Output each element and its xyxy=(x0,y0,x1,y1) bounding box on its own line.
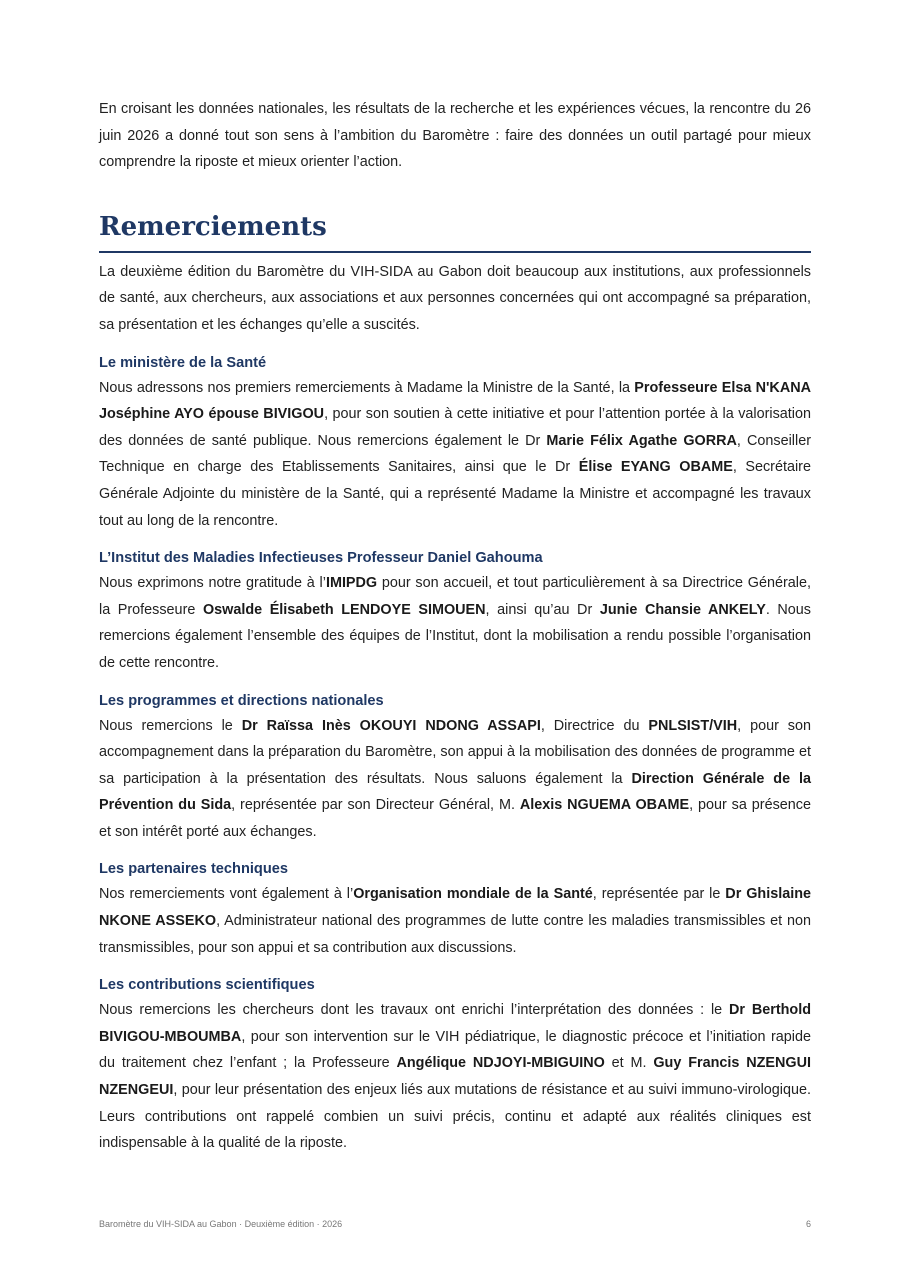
text-run: , Directrice du xyxy=(540,717,649,734)
text-run: , Administrateur national des programmes de lutte contre les maladies transmissibles et non transmissibles, pour son appui et sa contribution aux discussions. xyxy=(99,913,811,956)
text-run: Nous adressons nos premiers remerciements à Madame la Ministre de la Santé, la xyxy=(99,379,635,396)
text-run: , représentée par son Directeur Général, M. xyxy=(231,797,520,814)
highlighted-name: Professeure Elsa N'KANA Joséphine AYO épouse BIVIGOU xyxy=(99,379,811,423)
text-run: , pour son accompagnement dans la préparation du Baromètre, son appui à la mobilisation des données de programme et sa participation à la présentation des résultats. Nous saluons également la xyxy=(99,717,812,787)
acknowledgement-sections xyxy=(99,351,811,1157)
acknowledgement-section xyxy=(99,351,811,535)
text-run: , Secrétaire Générale Adjointe du ministère de la Santé, qui a représenté Madame la Ministre et accompagné les travaux tout au long de la rencontre. xyxy=(99,459,811,529)
lead-paragraph: La deuxième édition du Baromètre du VIH-SIDA au Gabon doit beaucoup aux institutions, aux professionnels de santé, aux chercheurs, aux associations et aux personnes concernées qui ont accompagné sa préparation, sa présentation et les échanges qu’elle a suscités. xyxy=(99,263,811,333)
subsection-title: Les contributions scientifiques xyxy=(99,977,315,994)
subsection-paragraph xyxy=(99,570,811,676)
text-run: Nous remercions le xyxy=(99,717,242,734)
subsection-title: Le ministère de la Santé xyxy=(99,354,267,371)
highlighted-name: Alexis NGUEMA OBAME xyxy=(519,797,690,814)
highlighted-name: Junie Chansie ANKELY xyxy=(599,601,766,618)
acknowledgement-section xyxy=(99,857,811,961)
subsection-title: Les partenaires techniques xyxy=(99,861,288,878)
text-run: et M. xyxy=(604,1055,654,1072)
highlighted-name: IMIPDG xyxy=(325,575,378,592)
highlighted-name: Organisation mondiale de la Santé xyxy=(353,886,593,903)
highlighted-name: PNLSIST/VIH xyxy=(648,717,738,734)
text-run: Nous exprimons notre gratitude à l’ xyxy=(99,575,326,592)
highlighted-name: Direction Générale de la Prévention du Sida xyxy=(99,770,811,814)
highlighted-name: Élise EYANG OBAME xyxy=(578,459,733,476)
text-run: , pour son intervention sur le VIH pédiatrique, le diagnostic précoce et l’initiation rapide du traitement chez l’enfant ; la Professeure xyxy=(99,1028,811,1072)
text-run: . Nous remercions également l’ensemble des équipes de l’Institut, dont la mobilisation a rendu possible l’organisation de cette rencontre. xyxy=(99,601,812,671)
text-run: , ainsi qu’au Dr xyxy=(485,601,600,618)
page-number: 6 xyxy=(805,1219,811,1229)
text-run: , pour son soutien à cette initiative et pour l’attention portée à la valorisation des données de santé publique. Nous remercions également le Dr xyxy=(99,406,811,449)
acknowledgement-section xyxy=(99,973,811,1157)
footer-text: Baromètre du VIH-SIDA au Gabon · Deuxième édition · 2026 xyxy=(99,1219,343,1229)
text-run: , Conseiller Technique en charge des Etablissements Sanitaires, ainsi que le Dr xyxy=(99,432,811,476)
intro-paragraph: En croisant les données nationales, les résultats de la recherche et les expériences vécues, la rencontre du 26 juin 2026 a donné tout son sens à l’ambition du Baromètre : faire des données un outil partagé pour mieux comprendre la riposte et mieux orienter l’action. xyxy=(99,101,811,171)
text-run: , représentée par le xyxy=(592,886,726,903)
highlighted-name: Dr Berthold BIVIGOU-MBOUMBA xyxy=(99,1002,811,1045)
text-run: Nous remercions les chercheurs dont les travaux ont enrichi l’interprétation des données : le xyxy=(99,1002,730,1019)
subsection-paragraph xyxy=(99,881,811,961)
page-footer xyxy=(99,1219,811,1229)
subsection-paragraph xyxy=(99,713,811,846)
highlighted-name: Angélique NDJOYI-MBIGUINO xyxy=(396,1055,605,1072)
highlighted-name: Guy Francis NZENGUI NZENGEUI xyxy=(99,1055,811,1099)
highlighted-name: Oswalde Élisabeth LENDOYE SIMOUEN xyxy=(202,601,486,618)
text-run: Nos remerciements vont également à l’ xyxy=(99,886,354,903)
text-run: pour son accueil, et tout particulièrement à sa Directrice Générale, la Professeure xyxy=(99,575,811,618)
subsection-paragraph xyxy=(99,997,811,1157)
highlighted-name: Marie Félix Agathe GORRA xyxy=(546,432,737,449)
highlighted-name: Dr Ghislaine NKONE ASSEKO xyxy=(99,886,811,930)
acknowledgement-section xyxy=(99,689,811,846)
subsection-title: L’Institut des Maladies Infectieuses Professeur Daniel Gahouma xyxy=(99,550,543,567)
subsection-title: Les programmes et directions nationales xyxy=(99,692,384,709)
text-run: , pour sa présence et son intérêt porté aux échanges. xyxy=(99,797,811,840)
subsection-paragraph xyxy=(99,375,811,535)
acknowledgement-section xyxy=(99,546,811,676)
section-heading: Remerciements xyxy=(99,210,811,253)
highlighted-name: Dr Raïssa Inès OKOUYI NDONG ASSAPI xyxy=(241,717,541,734)
text-run: , pour leur présentation des enjeux liés aux mutations de résistance et au suivi immuno-virologique. Leurs contributions ont rappelé combien un suivi précis, continu et adapté aux réalités cliniques est indispensable à la qualité de la riposte. xyxy=(99,1082,811,1152)
page-content xyxy=(99,96,811,1169)
